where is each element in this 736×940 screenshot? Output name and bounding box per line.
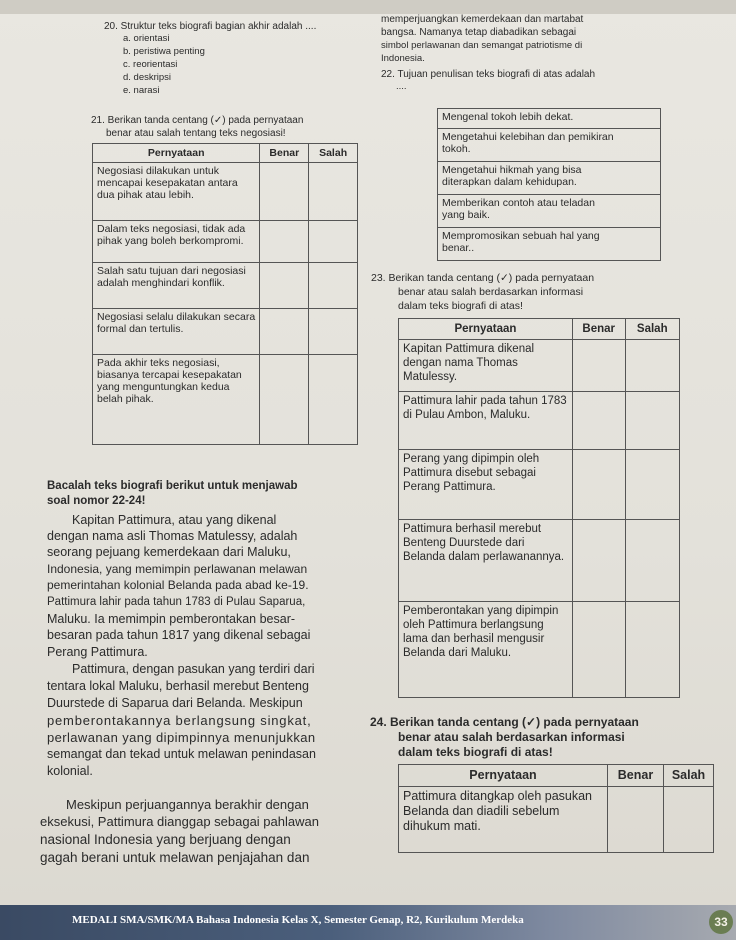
table-row: [399, 340, 680, 392]
q23-statement-4: Pattimura berhasil merebut Benteng Duurstede dari Belanda dalam perlawanannya.: [399, 520, 573, 602]
q21-statement-1: Negosiasi dilakukan untuk mencapai kesepakatan antara dua pihak atau lebih.: [93, 163, 260, 221]
q23-salah-cell-5[interactable]: [625, 602, 679, 698]
q21-header-salah: Salah: [309, 144, 358, 163]
q20-stem: 20. Struktur teks biografi bagian akhir adalah ....: [104, 21, 317, 32]
q23-benar-cell-4[interactable]: [572, 520, 625, 602]
table-row: [93, 355, 358, 445]
passage-line-13: pemberontakannya berlangsung singkat,: [47, 713, 312, 728]
passage-line-1: Kapitan Pattimura, atau yang dikenal: [72, 513, 277, 527]
q20-option-b[interactable]: b. peristiwa penting: [123, 46, 205, 57]
q21-benar-cell-4[interactable]: [260, 309, 309, 355]
q23-stem-line-3: dalam teks biografi di atas!: [398, 300, 523, 312]
q21-benar-cell-1[interactable]: [260, 163, 309, 221]
q22-option-3[interactable]: Mengetahui hikmah yang bisa diterapkan dalam kehidupan.: [438, 162, 661, 195]
table-row: [93, 263, 358, 309]
q23-header-statement: Pernyataan: [399, 319, 573, 340]
q20-option-e[interactable]: e. narasi: [123, 85, 160, 96]
q22-option-5[interactable]: Mempromosikan sebuah hal yang benar..: [438, 228, 661, 261]
q23-salah-cell-3[interactable]: [625, 450, 679, 520]
q21-salah-cell-5[interactable]: [309, 355, 358, 445]
passage-line-9: Perang Pattimura.: [47, 645, 148, 659]
q22-option-1[interactable]: Mengenal tokoh lebih dekat.: [438, 109, 661, 129]
q21-table: [92, 143, 358, 445]
passage-line-18: eksekusi, Pattimura dianggap sebagai pahlawan: [40, 814, 319, 829]
q20-option-a[interactable]: a. orientasi: [123, 33, 170, 44]
q23-salah-cell-1[interactable]: [625, 340, 679, 392]
q23-salah-cell-4[interactable]: [625, 520, 679, 602]
table-row: [93, 163, 358, 221]
passage-line-7: Maluku. Ia memimpin pemberontakan besar-: [47, 612, 296, 626]
passage-line-17: Meskipun perjuangannya berakhir dengan: [66, 797, 309, 812]
q24-header-benar: Benar: [607, 765, 663, 787]
q21-stem-line-2: benar atau salah tentang teks negosiasi!: [106, 128, 286, 139]
q21-benar-cell-3[interactable]: [260, 263, 309, 309]
footer-title: MEDALI SMA/SMK/MA Bahasa Indonesia Kelas X, Semester Genap, R2, Kurikulum Merdeka: [72, 914, 524, 926]
q23-stem-line-2: benar atau salah berdasarkan informasi: [398, 286, 584, 298]
passage-end-line-3: simbol perlawanan dan semangat patriotisme di: [381, 40, 583, 51]
q21-salah-cell-2[interactable]: [309, 221, 358, 263]
page-number-badge: 33: [709, 910, 733, 934]
q21-stem-line-1: 21. Berikan tanda centang (✓) pada pernyataan: [91, 115, 304, 126]
q23-header-salah: Salah: [625, 319, 679, 340]
passage-line-2: dengan nama asli Thomas Matulessy, adalah: [47, 529, 298, 543]
q24-benar-cell-1[interactable]: [607, 787, 663, 853]
q22-stem: 22. Tujuan penulisan teks biografi di atas adalah: [381, 69, 596, 80]
table-row: [399, 602, 680, 698]
page-top-edge: [0, 0, 736, 14]
q23-statement-3: Perang yang dipimpin oleh Pattimura disebut sebagai Perang Pattimura.: [399, 450, 573, 520]
passage-instruction-line-2: soal nomor 22-24!: [47, 495, 146, 507]
q24-table: [398, 764, 714, 853]
passage-line-14: perlawanan yang dipimpinnya menunjukkan: [47, 730, 316, 745]
q20-option-c[interactable]: c. reorientasi: [123, 59, 178, 70]
q21-statement-3: Salah satu tujuan dari negosiasi adalah menghindari konflik.: [93, 263, 260, 309]
table-row: [399, 787, 714, 853]
q23-benar-cell-2[interactable]: [572, 392, 625, 450]
q21-header-statement: Pernyataan: [93, 144, 260, 163]
q22-stem-ellipsis: ....: [396, 81, 407, 92]
q21-salah-cell-1[interactable]: [309, 163, 358, 221]
table-row: [399, 520, 680, 602]
q23-statement-2: Pattimura lahir pada tahun 1783 di Pulau Ambon, Maluku.: [399, 392, 573, 450]
q22-option-4[interactable]: Memberikan contoh atau teladan yang baik.: [438, 195, 661, 228]
q24-header-statement: Pernyataan: [399, 765, 608, 787]
q23-benar-cell-3[interactable]: [572, 450, 625, 520]
q24-stem-line-3: dalam teks biografi di atas!: [398, 745, 553, 759]
passage-line-8: besaran pada tahun 1817 yang dikenal sebagai: [47, 628, 311, 642]
passage-line-5: pemerintahan kolonial Belanda pada abad ke-19.: [47, 578, 309, 592]
passage-line-4: Indonesia, yang memimpin perlawanan melawan: [47, 562, 308, 576]
passage-line-10: Pattimura, dengan pasukan yang terdiri dari: [72, 662, 315, 676]
q23-statement-5: Pemberontakan yang dipimpin oleh Pattimura berlangsung lama dan berhasil mengusir Belanda dari Maluku.: [399, 602, 573, 698]
q24-stem-line-2: benar atau salah berdasarkan informasi: [398, 730, 625, 744]
q23-table: [398, 318, 680, 698]
q21-statement-4: Negosiasi selalu dilakukan secara formal dan tertulis.: [93, 309, 260, 355]
table-row: [93, 309, 358, 355]
table-row: [399, 392, 680, 450]
q21-salah-cell-3[interactable]: [309, 263, 358, 309]
passage-line-12: Duurstede di Saparua dari Belanda. Meskipun: [47, 696, 303, 710]
q23-header-benar: Benar: [572, 319, 625, 340]
q21-statement-5: Pada akhir teks negosiasi, biasanya tercapai kesepakatan yang menguntungkan kedua belah pihak.: [93, 355, 260, 445]
q23-benar-cell-5[interactable]: [572, 602, 625, 698]
q20-option-d[interactable]: d. deskripsi: [123, 72, 172, 83]
passage-end-line-2: bangsa. Namanya tetap diabadikan sebagai: [381, 27, 577, 38]
q21-statement-2: Dalam teks negosiasi, tidak ada pihak yang boleh berkompromi.: [93, 221, 260, 263]
q21-benar-cell-5[interactable]: [260, 355, 309, 445]
q22-options-table: [437, 108, 661, 261]
passage-line-15: semangat dan tekad untuk melawan penindasan: [47, 747, 316, 761]
passage-line-16: kolonial.: [47, 764, 93, 778]
q21-benar-cell-2[interactable]: [260, 221, 309, 263]
passage-line-20: gagah berani untuk melawan penjajahan dan: [40, 850, 310, 865]
q23-benar-cell-1[interactable]: [572, 340, 625, 392]
passage-line-11: tentara lokal Maluku, berhasil merebut Benteng: [47, 679, 309, 693]
passage-line-6: Pattimura lahir pada tahun 1783 di Pulau Saparua,: [47, 596, 306, 608]
q23-salah-cell-2[interactable]: [625, 392, 679, 450]
passage-line-19: nasional Indonesia yang berjuang dengan: [40, 832, 291, 847]
q24-salah-cell-1[interactable]: [664, 787, 714, 853]
q21-header-benar: Benar: [260, 144, 309, 163]
q24-statement-1: Pattimura ditangkap oleh pasukan Belanda dan diadili sebelum dihukum mati.: [399, 787, 608, 853]
q23-statement-1: Kapitan Pattimura dikenal dengan nama Thomas Matulessy.: [399, 340, 573, 392]
q23-stem-line-1: 23. Berikan tanda centang (✓) pada pernyataan: [371, 272, 595, 284]
q22-option-2[interactable]: Mengetahui kelebihan dan pemikiran tokoh.: [438, 129, 661, 162]
passage-line-3: seorang pejuang kemerdekaan dari Maluku,: [47, 545, 291, 559]
table-row: [93, 221, 358, 263]
passage-instruction-line-1: Bacalah teks biografi berikut untuk menjawab: [47, 480, 298, 492]
passage-end-line-4: Indonesia.: [381, 53, 425, 64]
passage-end-line-1: memperjuangkan kemerdekaan dan martabat: [381, 14, 584, 25]
table-row: [399, 450, 680, 520]
q24-header-salah: Salah: [664, 765, 714, 787]
q24-stem-line-1: 24. Berikan tanda centang (✓) pada pernyataan: [370, 715, 639, 729]
q21-salah-cell-4[interactable]: [309, 309, 358, 355]
